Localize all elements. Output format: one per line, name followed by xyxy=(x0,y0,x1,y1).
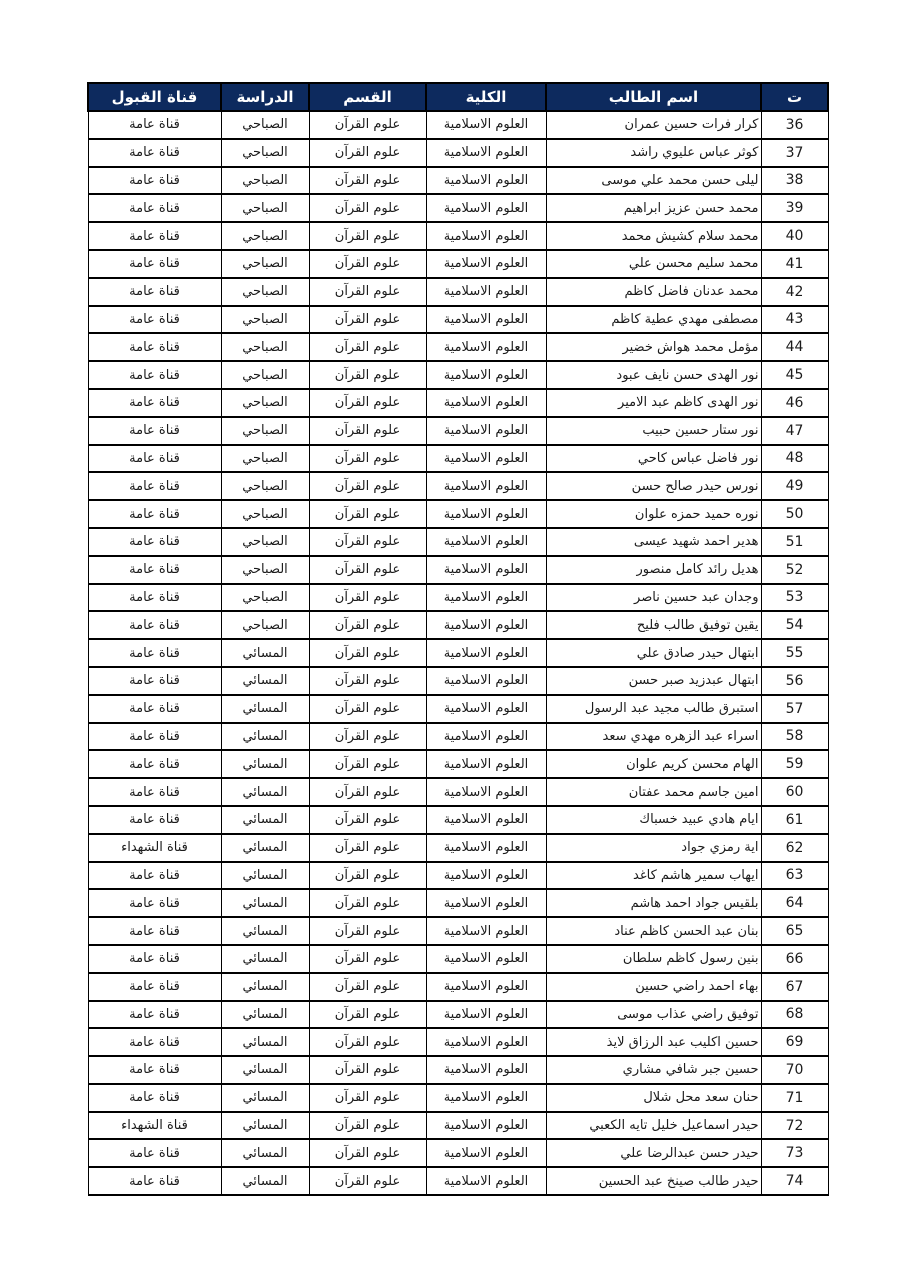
cell-name: نوره حميد حمزه علوان xyxy=(546,500,761,528)
table-row xyxy=(88,584,828,612)
cell-name: نور الهدى كاظم عبد الامير xyxy=(546,389,761,417)
cell-no: 72 xyxy=(761,1112,828,1140)
cell-no: 65 xyxy=(761,917,828,945)
table-row xyxy=(88,417,828,445)
cell-name: ليلى حسن محمد علي موسى xyxy=(546,167,761,195)
table-row xyxy=(88,667,828,695)
cell-college: العلوم الاسلامية xyxy=(426,806,546,834)
cell-department: علوم القرآن xyxy=(309,472,426,500)
cell-no: 36 xyxy=(761,111,828,139)
cell-department: علوم القرآن xyxy=(309,1084,426,1112)
cell-name: ابتهال عبدزيد صبر حسن xyxy=(546,667,761,695)
cell-study: المسائي xyxy=(221,639,309,667)
cell-no: 41 xyxy=(761,250,828,278)
cell-study: المسائي xyxy=(221,1084,309,1112)
cell-study: المسائي xyxy=(221,1139,309,1167)
cell-study: الصباحي xyxy=(221,528,309,556)
cell-department: علوم القرآن xyxy=(309,445,426,473)
table-row xyxy=(88,862,828,890)
cell-name: استبرق طالب مجيد عبد الرسول xyxy=(546,695,761,723)
cell-college: العلوم الاسلامية xyxy=(426,500,546,528)
table-row xyxy=(88,889,828,917)
table-row xyxy=(88,500,828,528)
cell-study: المسائي xyxy=(221,806,309,834)
cell-no: 52 xyxy=(761,556,828,584)
cell-no: 73 xyxy=(761,1139,828,1167)
cell-study: المسائي xyxy=(221,973,309,1001)
cell-no: 39 xyxy=(761,194,828,222)
cell-name: بنين رسول كاظم سلطان xyxy=(546,945,761,973)
cell-study: الصباحي xyxy=(221,556,309,584)
table-row xyxy=(88,1084,828,1112)
cell-study: المسائي xyxy=(221,1028,309,1056)
cell-study: المسائي xyxy=(221,917,309,945)
cell-channel: قناة عامة xyxy=(88,306,221,334)
cell-no: 68 xyxy=(761,1001,828,1029)
cell-name: يقين توفيق طالب فليح xyxy=(546,611,761,639)
table-row xyxy=(88,1112,828,1140)
table-row xyxy=(88,611,828,639)
cell-channel: قناة عامة xyxy=(88,945,221,973)
cell-department: علوم القرآن xyxy=(309,834,426,862)
cell-study: الصباحي xyxy=(221,584,309,612)
table-row xyxy=(88,1001,828,1029)
cell-department: علوم القرآن xyxy=(309,278,426,306)
cell-study: المسائي xyxy=(221,1056,309,1084)
cell-no: 59 xyxy=(761,750,828,778)
cell-department: علوم القرآن xyxy=(309,528,426,556)
cell-channel: قناة عامة xyxy=(88,695,221,723)
cell-channel: قناة عامة xyxy=(88,1028,221,1056)
cell-department: علوم القرآن xyxy=(309,333,426,361)
cell-no: 38 xyxy=(761,167,828,195)
cell-name: نور الهدى حسن نايف عبود xyxy=(546,361,761,389)
table-header-row xyxy=(88,83,828,111)
table-header xyxy=(88,83,828,111)
cell-college: العلوم الاسلامية xyxy=(426,889,546,917)
cell-department: علوم القرآن xyxy=(309,917,426,945)
cell-college: العلوم الاسلامية xyxy=(426,139,546,167)
cell-college: العلوم الاسلامية xyxy=(426,667,546,695)
cell-college: العلوم الاسلامية xyxy=(426,167,546,195)
table-row xyxy=(88,945,828,973)
cell-study: الصباحي xyxy=(221,250,309,278)
cell-department: علوم القرآن xyxy=(309,1001,426,1029)
cell-name: ايام هادي عبيد خسباك xyxy=(546,806,761,834)
cell-channel: قناة عامة xyxy=(88,973,221,1001)
cell-channel: قناة عامة xyxy=(88,250,221,278)
table-row xyxy=(88,778,828,806)
cell-no: 43 xyxy=(761,306,828,334)
table-row xyxy=(88,834,828,862)
cell-college: العلوم الاسلامية xyxy=(426,528,546,556)
cell-channel: قناة عامة xyxy=(88,556,221,584)
table-row xyxy=(88,1056,828,1084)
cell-no: 63 xyxy=(761,862,828,890)
cell-name: بنان عبد الحسن كاظم عناد xyxy=(546,917,761,945)
cell-channel: قناة عامة xyxy=(88,111,221,139)
cell-channel: قناة الشهداء xyxy=(88,834,221,862)
cell-department: علوم القرآن xyxy=(309,194,426,222)
column-header-college: الكلية xyxy=(426,83,546,111)
cell-channel: قناة عامة xyxy=(88,862,221,890)
table-row xyxy=(88,1028,828,1056)
table-row xyxy=(88,306,828,334)
cell-study: الصباحي xyxy=(221,333,309,361)
column-header-name: اسم الطالب xyxy=(546,83,761,111)
cell-college: العلوم الاسلامية xyxy=(426,250,546,278)
cell-department: علوم القرآن xyxy=(309,1139,426,1167)
cell-name: بلقيس جواد احمد هاشم xyxy=(546,889,761,917)
cell-name: نور فاضل عباس كاحي xyxy=(546,445,761,473)
cell-college: العلوم الاسلامية xyxy=(426,917,546,945)
cell-study: المسائي xyxy=(221,667,309,695)
cell-no: 42 xyxy=(761,278,828,306)
cell-name: محمد حسن عزيز ابراهيم xyxy=(546,194,761,222)
cell-name: حيدر اسماعيل خليل تايه الكعبي xyxy=(546,1112,761,1140)
cell-name: هديل رائد كامل منصور xyxy=(546,556,761,584)
cell-name: اية رمزي جواد xyxy=(546,834,761,862)
cell-no: 57 xyxy=(761,695,828,723)
cell-name: اسراء عبد الزهره مهدي سعد xyxy=(546,723,761,751)
cell-channel: قناة عامة xyxy=(88,889,221,917)
cell-no: 56 xyxy=(761,667,828,695)
cell-department: علوم القرآن xyxy=(309,862,426,890)
cell-department: علوم القرآن xyxy=(309,556,426,584)
cell-study: المسائي xyxy=(221,1112,309,1140)
cell-channel: قناة عامة xyxy=(88,194,221,222)
cell-department: علوم القرآن xyxy=(309,889,426,917)
cell-channel: قناة عامة xyxy=(88,139,221,167)
cell-department: علوم القرآن xyxy=(309,361,426,389)
cell-name: كوثر عباس عليوي راشد xyxy=(546,139,761,167)
cell-name: توفيق راضي عذاب موسى xyxy=(546,1001,761,1029)
cell-study: الصباحي xyxy=(221,139,309,167)
cell-no: 66 xyxy=(761,945,828,973)
cell-channel: قناة عامة xyxy=(88,361,221,389)
cell-name: محمد عدنان فاضل كاظم xyxy=(546,278,761,306)
cell-no: 61 xyxy=(761,806,828,834)
cell-study: المسائي xyxy=(221,862,309,890)
cell-name: بهاء احمد راضي حسين xyxy=(546,973,761,1001)
cell-channel: قناة عامة xyxy=(88,639,221,667)
table-row xyxy=(88,528,828,556)
cell-channel: قناة عامة xyxy=(88,1001,221,1029)
table-row xyxy=(88,556,828,584)
cell-department: علوم القرآن xyxy=(309,306,426,334)
cell-college: العلوم الاسلامية xyxy=(426,862,546,890)
cell-no: 44 xyxy=(761,333,828,361)
table-row xyxy=(88,973,828,1001)
cell-study: الصباحي xyxy=(221,472,309,500)
cell-name: هدير احمد شهيد عيسى xyxy=(546,528,761,556)
cell-name: نور ستار حسين حبيب xyxy=(546,417,761,445)
cell-name: كرار فرات حسين عمران xyxy=(546,111,761,139)
cell-study: المسائي xyxy=(221,1167,309,1195)
cell-name: الهام محسن كريم علوان xyxy=(546,750,761,778)
cell-department: علوم القرآن xyxy=(309,167,426,195)
cell-channel: قناة عامة xyxy=(88,472,221,500)
table-row xyxy=(88,250,828,278)
cell-department: علوم القرآن xyxy=(309,1056,426,1084)
cell-college: العلوم الاسلامية xyxy=(426,222,546,250)
cell-channel: قناة عامة xyxy=(88,167,221,195)
cell-no: 58 xyxy=(761,723,828,751)
cell-channel: قناة عامة xyxy=(88,1139,221,1167)
cell-department: علوم القرآن xyxy=(309,111,426,139)
cell-study: المسائي xyxy=(221,750,309,778)
cell-no: 45 xyxy=(761,361,828,389)
cell-college: العلوم الاسلامية xyxy=(426,639,546,667)
cell-name: حيدر حسن عبدالرضا علي xyxy=(546,1139,761,1167)
column-header-no: ت xyxy=(761,83,828,111)
cell-name: مصطفى مهدي عطية كاظم xyxy=(546,306,761,334)
cell-channel: قناة عامة xyxy=(88,611,221,639)
cell-no: 55 xyxy=(761,639,828,667)
cell-no: 47 xyxy=(761,417,828,445)
cell-college: العلوم الاسلامية xyxy=(426,1139,546,1167)
cell-college: العلوم الاسلامية xyxy=(426,1084,546,1112)
cell-channel: قناة عامة xyxy=(88,1084,221,1112)
cell-college: العلوم الاسلامية xyxy=(426,750,546,778)
cell-no: 67 xyxy=(761,973,828,1001)
cell-no: 71 xyxy=(761,1084,828,1112)
cell-no: 37 xyxy=(761,139,828,167)
cell-department: علوم القرآن xyxy=(309,139,426,167)
cell-study: المسائي xyxy=(221,1001,309,1029)
cell-no: 69 xyxy=(761,1028,828,1056)
cell-channel: قناة عامة xyxy=(88,917,221,945)
table-row xyxy=(88,167,828,195)
cell-no: 51 xyxy=(761,528,828,556)
cell-channel: قناة عامة xyxy=(88,1167,221,1195)
cell-department: علوم القرآن xyxy=(309,778,426,806)
cell-channel: قناة عامة xyxy=(88,667,221,695)
cell-channel: قناة عامة xyxy=(88,806,221,834)
cell-college: العلوم الاسلامية xyxy=(426,834,546,862)
table-row xyxy=(88,1167,828,1195)
cell-channel: قناة عامة xyxy=(88,278,221,306)
cell-college: العلوم الاسلامية xyxy=(426,1112,546,1140)
cell-name: حسين اكليب عبد الرزاق لايذ xyxy=(546,1028,761,1056)
cell-no: 74 xyxy=(761,1167,828,1195)
cell-college: العلوم الاسلامية xyxy=(426,1056,546,1084)
cell-study: الصباحي xyxy=(221,278,309,306)
cell-study: الصباحي xyxy=(221,389,309,417)
cell-department: علوم القرآن xyxy=(309,945,426,973)
cell-study: الصباحي xyxy=(221,500,309,528)
cell-department: علوم القرآن xyxy=(309,1167,426,1195)
cell-college: العلوم الاسلامية xyxy=(426,723,546,751)
cell-department: علوم القرآن xyxy=(309,500,426,528)
cell-name: وجدان عبد حسين ناصر xyxy=(546,584,761,612)
cell-no: 60 xyxy=(761,778,828,806)
cell-no: 54 xyxy=(761,611,828,639)
cell-department: علوم القرآن xyxy=(309,806,426,834)
cell-college: العلوم الاسلامية xyxy=(426,1028,546,1056)
cell-channel: قناة عامة xyxy=(88,723,221,751)
cell-no: 48 xyxy=(761,445,828,473)
cell-department: علوم القرآن xyxy=(309,723,426,751)
table-row xyxy=(88,723,828,751)
cell-department: علوم القرآن xyxy=(309,1112,426,1140)
table-row xyxy=(88,695,828,723)
cell-study: الصباحي xyxy=(221,445,309,473)
cell-college: العلوم الاسلامية xyxy=(426,417,546,445)
cell-no: 40 xyxy=(761,222,828,250)
cell-name: حيدر طالب صينخ عبد الحسين xyxy=(546,1167,761,1195)
cell-name: نورس حيدر صالح حسن xyxy=(546,472,761,500)
column-header-department: القسم xyxy=(309,83,426,111)
column-header-channel: قناة القبول xyxy=(88,83,221,111)
cell-channel: قناة عامة xyxy=(88,584,221,612)
cell-department: علوم القرآن xyxy=(309,417,426,445)
cell-college: العلوم الاسلامية xyxy=(426,445,546,473)
cell-department: علوم القرآن xyxy=(309,973,426,1001)
cell-study: الصباحي xyxy=(221,167,309,195)
column-header-study: الدراسة xyxy=(221,83,309,111)
table-row xyxy=(88,194,828,222)
cell-channel: قناة الشهداء xyxy=(88,1112,221,1140)
table-row xyxy=(88,806,828,834)
table-body xyxy=(88,111,828,1195)
cell-study: الصباحي xyxy=(221,111,309,139)
cell-college: العلوم الاسلامية xyxy=(426,472,546,500)
cell-name: محمد سلام كشيش محمد xyxy=(546,222,761,250)
cell-study: الصباحي xyxy=(221,361,309,389)
students-table-wrap xyxy=(87,82,827,1196)
table-row xyxy=(88,333,828,361)
cell-no: 49 xyxy=(761,472,828,500)
table-row xyxy=(88,111,828,139)
table-row xyxy=(88,917,828,945)
cell-channel: قناة عامة xyxy=(88,500,221,528)
cell-college: العلوم الاسلامية xyxy=(426,194,546,222)
cell-study: الصباحي xyxy=(221,222,309,250)
cell-name: حسين جبر شافي مشاري xyxy=(546,1056,761,1084)
cell-study: المسائي xyxy=(221,945,309,973)
table-row xyxy=(88,139,828,167)
cell-channel: قناة عامة xyxy=(88,778,221,806)
cell-channel: قناة عامة xyxy=(88,222,221,250)
table-row xyxy=(88,445,828,473)
cell-college: العلوم الاسلامية xyxy=(426,584,546,612)
cell-name: امين جاسم محمد عفتان xyxy=(546,778,761,806)
cell-name: مؤمل محمد هواش خضير xyxy=(546,333,761,361)
table-row xyxy=(88,472,828,500)
cell-college: العلوم الاسلامية xyxy=(426,945,546,973)
cell-department: علوم القرآن xyxy=(309,667,426,695)
cell-name: ايهاب سمير هاشم كاغد xyxy=(546,862,761,890)
cell-department: علوم القرآن xyxy=(309,1028,426,1056)
cell-department: علوم القرآن xyxy=(309,750,426,778)
students-admission-table xyxy=(87,82,829,1196)
cell-no: 46 xyxy=(761,389,828,417)
cell-study: الصباحي xyxy=(221,194,309,222)
cell-no: 53 xyxy=(761,584,828,612)
table-row xyxy=(88,361,828,389)
cell-college: العلوم الاسلامية xyxy=(426,973,546,1001)
cell-channel: قناة عامة xyxy=(88,389,221,417)
cell-college: العلوم الاسلامية xyxy=(426,1001,546,1029)
cell-college: العلوم الاسلامية xyxy=(426,306,546,334)
cell-study: المسائي xyxy=(221,695,309,723)
cell-study: الصباحي xyxy=(221,306,309,334)
cell-college: العلوم الاسلامية xyxy=(426,611,546,639)
cell-no: 64 xyxy=(761,889,828,917)
cell-channel: قناة عامة xyxy=(88,333,221,361)
cell-channel: قناة عامة xyxy=(88,750,221,778)
cell-study: المسائي xyxy=(221,778,309,806)
cell-name: ابتهال حيدر صادق علي xyxy=(546,639,761,667)
cell-no: 62 xyxy=(761,834,828,862)
cell-college: العلوم الاسلامية xyxy=(426,389,546,417)
cell-department: علوم القرآن xyxy=(309,584,426,612)
table-row xyxy=(88,639,828,667)
cell-channel: قناة عامة xyxy=(88,445,221,473)
cell-department: علوم القرآن xyxy=(309,695,426,723)
cell-name: حنان سعد محل شلال xyxy=(546,1084,761,1112)
cell-channel: قناة عامة xyxy=(88,528,221,556)
cell-no: 70 xyxy=(761,1056,828,1084)
cell-college: العلوم الاسلامية xyxy=(426,778,546,806)
cell-study: الصباحي xyxy=(221,417,309,445)
cell-department: علوم القرآن xyxy=(309,389,426,417)
cell-no: 50 xyxy=(761,500,828,528)
cell-name: محمد سليم محسن علي xyxy=(546,250,761,278)
cell-college: العلوم الاسلامية xyxy=(426,361,546,389)
cell-study: الصباحي xyxy=(221,611,309,639)
cell-study: المسائي xyxy=(221,889,309,917)
table-row xyxy=(88,222,828,250)
cell-college: العلوم الاسلامية xyxy=(426,278,546,306)
cell-study: المسائي xyxy=(221,834,309,862)
cell-department: علوم القرآن xyxy=(309,222,426,250)
cell-study: المسائي xyxy=(221,723,309,751)
cell-college: العلوم الاسلامية xyxy=(426,1167,546,1195)
cell-department: علوم القرآن xyxy=(309,611,426,639)
cell-department: علوم القرآن xyxy=(309,639,426,667)
cell-college: العلوم الاسلامية xyxy=(426,556,546,584)
table-row xyxy=(88,278,828,306)
cell-college: العلوم الاسلامية xyxy=(426,695,546,723)
table-row xyxy=(88,750,828,778)
cell-department: علوم القرآن xyxy=(309,250,426,278)
table-row xyxy=(88,389,828,417)
table-row xyxy=(88,1139,828,1167)
cell-channel: قناة عامة xyxy=(88,417,221,445)
cell-college: العلوم الاسلامية xyxy=(426,333,546,361)
cell-channel: قناة عامة xyxy=(88,1056,221,1084)
cell-college: العلوم الاسلامية xyxy=(426,111,546,139)
